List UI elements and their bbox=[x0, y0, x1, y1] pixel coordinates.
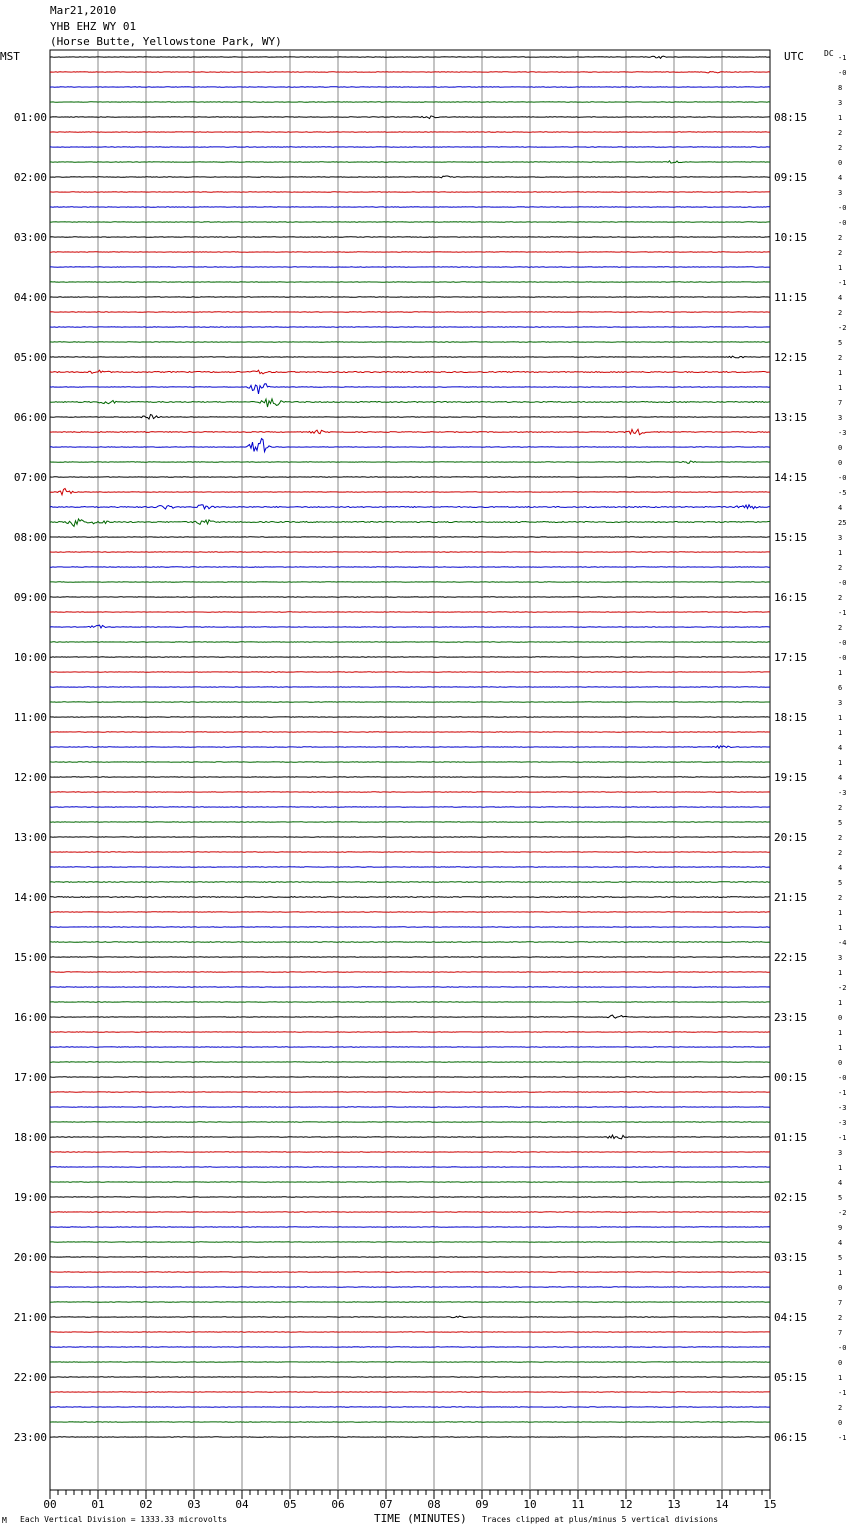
x-tick-label: 04 bbox=[235, 1498, 249, 1511]
dc-offset-value: 1 bbox=[838, 924, 843, 932]
left-hour-label: 03:00 bbox=[13, 231, 47, 244]
x-tick-label: 01 bbox=[91, 1498, 105, 1511]
dc-offset-value: 2 bbox=[838, 249, 843, 257]
trace-line bbox=[50, 439, 770, 452]
dc-offset-value: -3 bbox=[838, 429, 847, 437]
dc-offset-value: -0 bbox=[838, 219, 847, 227]
left-hour-label: 10:00 bbox=[13, 651, 47, 664]
dc-offset-value: 1 bbox=[838, 1374, 843, 1382]
left-hour-label: 22:00 bbox=[13, 1371, 47, 1384]
dc-offset-value: 4 bbox=[838, 174, 843, 182]
dc-offset-value: -5 bbox=[838, 489, 847, 497]
left-hour-label: 09:00 bbox=[13, 591, 47, 604]
dc-offset-value: -1 bbox=[838, 1434, 847, 1442]
left-hour-label: 23:00 bbox=[13, 1431, 47, 1444]
dc-offset-value: -0 bbox=[838, 639, 847, 647]
dc-offset-value: 1 bbox=[838, 969, 843, 977]
left-hour-label: 15:00 bbox=[13, 951, 47, 964]
dc-offset-value: 0 bbox=[838, 159, 843, 167]
dc-offset-value: 4 bbox=[838, 774, 843, 782]
dc-offset-value: 3 bbox=[838, 414, 843, 422]
trace-line bbox=[50, 370, 770, 374]
x-tick-label: 14 bbox=[715, 1498, 729, 1511]
dc-offset-label: DC bbox=[824, 49, 834, 58]
dc-offset-value: 2 bbox=[838, 594, 843, 602]
right-hour-label: 09:15 bbox=[774, 171, 808, 184]
right-hour-label: 11:15 bbox=[774, 291, 808, 304]
dc-offset-value: 1 bbox=[838, 1029, 843, 1037]
left-hour-label: 20:00 bbox=[13, 1251, 47, 1264]
x-tick-label: 02 bbox=[139, 1498, 153, 1511]
x-tick-label: 09 bbox=[475, 1498, 489, 1511]
dc-offset-value: 1 bbox=[838, 114, 843, 122]
dc-offset-value: 1 bbox=[838, 369, 843, 377]
dc-offset-value: 3 bbox=[838, 99, 843, 107]
x-tick-label: 13 bbox=[667, 1498, 681, 1511]
dc-offset-value: 3 bbox=[838, 954, 843, 962]
dc-offset-value: 2 bbox=[838, 1404, 843, 1412]
dc-offset-value: 3 bbox=[838, 1149, 843, 1157]
dc-offset-value: -0 bbox=[838, 204, 847, 212]
x-tick-label: 06 bbox=[331, 1498, 345, 1511]
left-hour-label: 07:00 bbox=[13, 471, 47, 484]
right-hour-label: 21:15 bbox=[774, 891, 808, 904]
dc-offset-value: 2 bbox=[838, 144, 843, 152]
dc-offset-value: 4 bbox=[838, 504, 843, 512]
dc-offset-value: -1 bbox=[838, 1089, 847, 1097]
right-hour-label: 01:15 bbox=[774, 1131, 808, 1144]
dc-offset-value: 1 bbox=[838, 549, 843, 557]
x-axis-label: TIME (MINUTES) bbox=[374, 1512, 467, 1525]
left-hour-label: 01:00 bbox=[13, 111, 47, 124]
dc-offset-value: -1 bbox=[838, 1389, 847, 1397]
right-hour-label: 15:15 bbox=[774, 531, 808, 544]
dc-offset-value: 2 bbox=[838, 849, 843, 857]
trace-line bbox=[50, 897, 770, 898]
dc-offset-value: 0 bbox=[838, 444, 843, 452]
left-hour-label: 17:00 bbox=[13, 1071, 47, 1084]
header-location: (Horse Butte, Yellowstone Park, WY) bbox=[50, 35, 282, 48]
left-hour-label: 06:00 bbox=[13, 411, 47, 424]
dc-offset-value: -0 bbox=[838, 69, 847, 77]
dc-offset-value: 5 bbox=[838, 339, 843, 347]
dc-offset-value: 9 bbox=[838, 1224, 843, 1232]
dc-offset-value: 4 bbox=[838, 294, 843, 302]
dc-offset-value: 2 bbox=[838, 309, 843, 317]
trace-line bbox=[50, 72, 770, 73]
trace-line bbox=[50, 882, 770, 883]
dc-offset-value: 4 bbox=[838, 1239, 843, 1247]
left-hour-label: 19:00 bbox=[13, 1191, 47, 1204]
dc-offset-value: 4 bbox=[838, 864, 843, 872]
trace-line bbox=[50, 942, 770, 943]
dc-offset-value: 1 bbox=[838, 729, 843, 737]
right-hour-label: 22:15 bbox=[774, 951, 808, 964]
dc-offset-value: 2 bbox=[838, 834, 843, 842]
right-hour-label: 04:15 bbox=[774, 1311, 808, 1324]
x-tick-label: 10 bbox=[523, 1498, 537, 1511]
dc-offset-value: 7 bbox=[838, 399, 843, 407]
trace-line bbox=[50, 399, 770, 407]
right-hour-label: 13:15 bbox=[774, 411, 808, 424]
right-hour-label: 17:15 bbox=[774, 651, 808, 664]
x-tick-label: 07 bbox=[379, 1498, 393, 1511]
dc-offset-value: 1 bbox=[838, 909, 843, 917]
left-hour-label: 05:00 bbox=[13, 351, 47, 364]
dc-offset-value: -2 bbox=[838, 324, 847, 332]
dc-offset-value: 3 bbox=[838, 534, 843, 542]
trace-line bbox=[50, 489, 770, 495]
dc-offset-value: 7 bbox=[838, 1329, 843, 1337]
dc-offset-value: 2 bbox=[838, 564, 843, 572]
dc-offset-value: 2 bbox=[838, 1314, 843, 1322]
dc-offset-value: -2 bbox=[838, 1209, 847, 1217]
dc-offset-value: 4 bbox=[838, 1179, 843, 1187]
right-hour-label: 20:15 bbox=[774, 831, 808, 844]
x-tick-label: 11 bbox=[571, 1498, 585, 1511]
dc-offset-value: -0 bbox=[838, 1344, 847, 1352]
dc-offset-value: -1 bbox=[838, 609, 847, 617]
trace-line bbox=[50, 415, 770, 420]
dc-offset-value: 2 bbox=[838, 624, 843, 632]
trace-line bbox=[50, 1015, 770, 1018]
x-tick-label: 03 bbox=[187, 1498, 201, 1511]
dc-offset-value: 0 bbox=[838, 1359, 843, 1367]
left-hour-label: 11:00 bbox=[13, 711, 47, 724]
dc-offset-value: 8 bbox=[838, 84, 843, 92]
right-hour-label: 06:15 bbox=[774, 1431, 808, 1444]
dc-offset-value: 5 bbox=[838, 819, 843, 827]
dc-offset-value: -0 bbox=[838, 1074, 847, 1082]
dc-offset-value: 0 bbox=[838, 1059, 843, 1067]
dc-offset-value: -0 bbox=[838, 579, 847, 587]
dc-offset-value: -1 bbox=[838, 54, 847, 62]
header-date: Mar21,2010 bbox=[50, 4, 117, 17]
x-tick-label: 00 bbox=[43, 1498, 57, 1511]
dc-offset-value: -3 bbox=[838, 789, 847, 797]
right-hour-label: 02:15 bbox=[774, 1191, 808, 1204]
dc-offset-value: -0 bbox=[838, 474, 847, 482]
right-timezone-label: UTC bbox=[784, 50, 804, 63]
dc-offset-value: 7 bbox=[838, 1299, 843, 1307]
trace-line bbox=[50, 429, 770, 434]
left-hour-label: 14:00 bbox=[13, 891, 47, 904]
dc-offset-value: 5 bbox=[838, 879, 843, 887]
dc-offset-value: 1 bbox=[838, 384, 843, 392]
left-hour-label: 12:00 bbox=[13, 771, 47, 784]
corner-mark: M bbox=[2, 1516, 7, 1525]
right-hour-label: 08:15 bbox=[774, 111, 808, 124]
right-hour-label: 16:15 bbox=[774, 591, 808, 604]
dc-offset-value: 6 bbox=[838, 684, 843, 692]
right-hour-label: 12:15 bbox=[774, 351, 808, 364]
dc-offset-value: 25 bbox=[838, 519, 847, 527]
x-tick-label: 05 bbox=[283, 1498, 297, 1511]
right-hour-label: 05:15 bbox=[774, 1371, 808, 1384]
dc-offset-value: -1 bbox=[838, 1134, 847, 1142]
x-tick-label: 12 bbox=[619, 1498, 633, 1511]
dc-offset-value: 1 bbox=[838, 1044, 843, 1052]
dc-offset-value: -1 bbox=[838, 279, 847, 287]
trace-line bbox=[50, 505, 770, 509]
header-station: YHB EHZ WY 01 bbox=[50, 20, 137, 33]
trace-line bbox=[50, 1135, 770, 1139]
left-hour-label: 02:00 bbox=[13, 171, 47, 184]
dc-offset-value: 1 bbox=[838, 714, 843, 722]
dc-offset-value: 1 bbox=[838, 999, 843, 1007]
clip-note: Traces clipped at plus/minus 5 vertical divisions bbox=[482, 1515, 719, 1524]
dc-offset-value: 0 bbox=[838, 1284, 843, 1292]
left-timezone-label: MST bbox=[0, 50, 20, 63]
right-hour-label: 19:15 bbox=[774, 771, 808, 784]
left-hour-label: 13:00 bbox=[13, 831, 47, 844]
trace-line bbox=[50, 356, 770, 358]
trace-line bbox=[50, 116, 770, 119]
x-tick-label: 08 bbox=[427, 1498, 441, 1511]
dc-offset-value: 1 bbox=[838, 264, 843, 272]
dc-offset-value: 2 bbox=[838, 894, 843, 902]
trace-line bbox=[50, 746, 770, 748]
right-hour-label: 14:15 bbox=[774, 471, 808, 484]
right-hour-label: 23:15 bbox=[774, 1011, 808, 1024]
dc-offset-value: 5 bbox=[838, 1194, 843, 1202]
dc-offset-value: 2 bbox=[838, 354, 843, 362]
dc-offset-value: 1 bbox=[838, 759, 843, 767]
trace-line bbox=[50, 176, 770, 178]
trace-line bbox=[50, 384, 770, 394]
left-hour-label: 16:00 bbox=[13, 1011, 47, 1024]
trace-line bbox=[50, 461, 770, 463]
dc-offset-value: -3 bbox=[838, 1104, 847, 1112]
right-hour-label: 00:15 bbox=[774, 1071, 808, 1084]
dc-offset-value: 1 bbox=[838, 1269, 843, 1277]
right-hour-label: 03:15 bbox=[774, 1251, 808, 1264]
dc-offset-value: -0 bbox=[838, 654, 847, 662]
dc-offset-value: 3 bbox=[838, 189, 843, 197]
left-hour-label: 08:00 bbox=[13, 531, 47, 544]
dc-offset-value: -3 bbox=[838, 1119, 847, 1127]
dc-offset-value: 2 bbox=[838, 234, 843, 242]
right-hour-label: 18:15 bbox=[774, 711, 808, 724]
left-hour-label: 04:00 bbox=[13, 291, 47, 304]
dc-offset-value: 0 bbox=[838, 1419, 843, 1427]
dc-offset-value: 0 bbox=[838, 1014, 843, 1022]
dc-offset-value: 1 bbox=[838, 1164, 843, 1172]
dc-offset-value: 4 bbox=[838, 744, 843, 752]
dc-offset-value: 3 bbox=[838, 699, 843, 707]
plot-frame bbox=[50, 50, 770, 1490]
dc-offset-value: 5 bbox=[838, 1254, 843, 1262]
x-tick-label: 15 bbox=[763, 1498, 777, 1511]
dc-offset-value: 2 bbox=[838, 804, 843, 812]
trace-line bbox=[50, 1316, 770, 1318]
left-hour-label: 21:00 bbox=[13, 1311, 47, 1324]
trace-line bbox=[50, 161, 770, 163]
left-hour-label: 18:00 bbox=[13, 1131, 47, 1144]
dc-offset-value: 1 bbox=[838, 669, 843, 677]
right-hour-label: 10:15 bbox=[774, 231, 808, 244]
scale-note: Each Vertical Division = 1333.33 microvolts bbox=[20, 1515, 228, 1524]
dc-offset-value: 0 bbox=[838, 459, 843, 467]
dc-offset-value: -2 bbox=[838, 984, 847, 992]
trace-line bbox=[50, 625, 770, 628]
trace-line bbox=[50, 56, 770, 58]
dc-offset-value: 2 bbox=[838, 129, 843, 137]
trace-line bbox=[50, 519, 770, 527]
dc-offset-value: -4 bbox=[838, 939, 847, 947]
